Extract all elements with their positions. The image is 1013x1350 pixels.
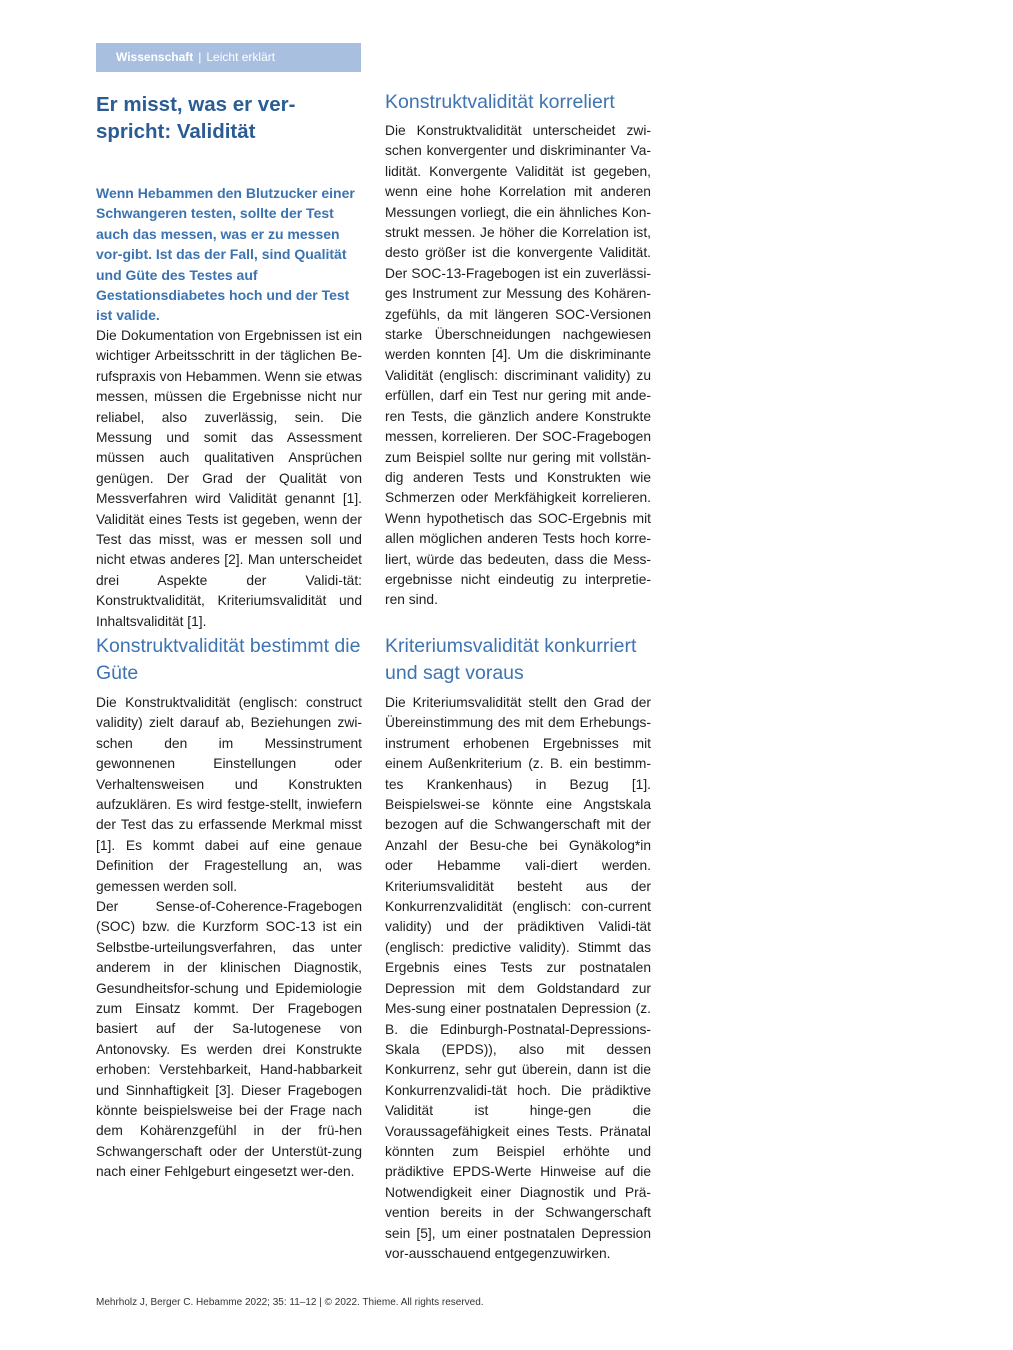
- paragraph-kriteriumsvaliditaet: Die Kriteriumsvalidität stellt den Grad der Übereinstimmung des mit dem Erhebungs-instrument erhobenen Ergebnisses mit einem Außenkriterium (z. B. ein bestimm-tes Krankenhaus) in Bezug [1]. Beispielswei-se könnte eine Angstskala bezogen auf die Schwangerschaft mit der Anzahl der Besu-che bei Gynäkolog*in oder Hebamme vali-diert werden. Kriteriumsvalidität besteht aus der Konkurrenzvalidität (englisch: con-current validity) und der prädiktiven Validi-tät (englisch: predictive validity). Stimmt das Ergebnis eines Tests zur postnatalen Depression mit dem Goldstandard zur Mes-sung einer postnatalen Depression (z. B. die Edinburgh-Postnatal-Depressions-Skala (EPDS)), also mit dessen Konkurrenz, sehr gut überein, dann ist die Konkurrenzvalidi-tät hoch. Die prädiktive Validität ist hinge-gen die Voraussagefähigkeit eines Tests. Pränatal könnten zum Beispiel erhöhte und prädiktive EPDS-Werte Hinweise auf die Notwendigkeit einer Diagnostik und Prä-vention bereits in der Schwangerschaft sein [5], um einer postnatalen Depression vor-ausschauend entgegenzuwirken.: [385, 695, 651, 1261]
- article-lead: Wenn Hebammen den Blutzucker einer Schwangeren testen, sollte der Test auch das messen, was er zu messen vor-gibt. Ist das der Fall, sind Qualität und Güte des Testes auf Gestationsdiabetes hoch und der Test ist valide.: [96, 185, 355, 324]
- heading-kriteriumsvaliditaet: Kriteriumsvalidität konkurriert und sagt voraus: [385, 635, 637, 684]
- heading-konstruktvaliditaet-guete: Konstruktvalidität bestimmt die Güte: [96, 635, 361, 684]
- heading-konstruktvaliditaet-korreliert: Konstruktvalidität korreliert: [385, 91, 615, 113]
- article-title: Er misst, was er ver-spricht: Validität: [96, 93, 296, 143]
- footer-citation: Mehrholz J, Berger C. Hebamme 2022; 35: 11–12 | © 2022. Thieme. All rights reserved.: [96, 1297, 484, 1308]
- paragraph-konstruktvaliditaet-korreliert: Die Konstruktvalidität unterscheidet zwi-schen konvergenter und diskriminanter Va-lidität. Konvergente Validität ist gegeben, wenn eine hohe Korrelation mit anderen Messungen vorliegt, die ein ähnliches Kon-strukt messen. Je höher die Korrelation ist, desto größer ist die konvergente Validität. Der SOC-13-Fragebogen ist ein zuverlässi-ges Instrument zur Messung des Kohären-zgefühls, da mit längeren SOC-Versionen starke Überschneidungen nachgewiesen werden konnten [4]. Um die diskriminante Validität (englisch: discriminant validity) zu erfüllen, darf ein Test nur gering mit ande-ren Tests, die gänzlich andere Konstrukte messen, korrelieren. Der SOC-Fragebogen zum Beispiel sollte nur gering mit vollstän-dig anderen Tests und Konstrukten wie Schmerzen oder Merkfähigkeit korrelieren. Wenn hypothetisch das SOC-Ergebnis mit allen möglichen anderen Tests hoch korre-liert, würde das bedeuten, dass die Mess-ergebnisse nicht eindeutig zu interpretie-ren sind.: [385, 123, 651, 608]
- intro-paragraph: Die Dokumentation von Ergebnissen ist ein wichtiger Arbeitsschritt in der täglichen Be-rufspraxis von Hebammen. Wenn sie etwas messen, müssen die Ergebnisse nicht nur reliabel, also zuverlässig, sein. Die Messung und somit das Assessment müssen auch qualitativen Ansprüchen genügen. Der Grad der Qualität von Messverfahren wird Validität genannt [1]. Validität eines Tests ist gegeben, wenn der Test das misst, was er messen soll und nicht etwas anderes [2]. Man unterscheidet drei Aspekte der Validi-tät: Konstruktvalidität, Kriteriumsvalidität und Inhaltsvalidität [1].: [96, 328, 362, 629]
- paragraph-soc-fragebogen: Der Sense-of-Coherence-Fragebogen (SOC) bzw. die Kurzform SOC-13 ist ein Selbstbe-urteilungsverfahren, das unter anderem in der klinischen Diagnostik, Gesundheitsfor-schung und Epidemiologie zum Einsatz kommt. Der Fragebogen basiert auf der Sa-lutogenese von Antonovsky. Es werden drei Konstrukte erhoben: Verstehbarkeit, Hand-habbarkeit und Sinnhaftigkeit [3]. Dieser Fragebogen könnte beispielsweise bei der Frage nach dem Kohärenzgefühl in der frü-hen Schwangerschaft oder der Unterstüt-zung nach einer Fehlgeburt eingesetzt wer-den.: [96, 899, 362, 1180]
- section-header-band: [96, 43, 361, 72]
- subsection-label: Leicht erklärt: [206, 50, 276, 64]
- paragraph-konstruktvaliditaet-1: Die Konstruktvalidität (englisch: construct validity) zielt darauf ab, Beziehungen zwi-schen den im Messinstrument gewonnenen Einstellungen oder Verhaltensweisen und Konstrukten aufzuklären. Es wird festge-stellt, inwiefern der Test das zu erfassende Merkmal misst [1]. Es kommt dabei auf eine genaue Definition der Fragestellung an, was gemessen werden soll.: [96, 695, 362, 894]
- section-label: Wissenschaft: [116, 50, 194, 64]
- header-separator: |: [198, 50, 202, 64]
